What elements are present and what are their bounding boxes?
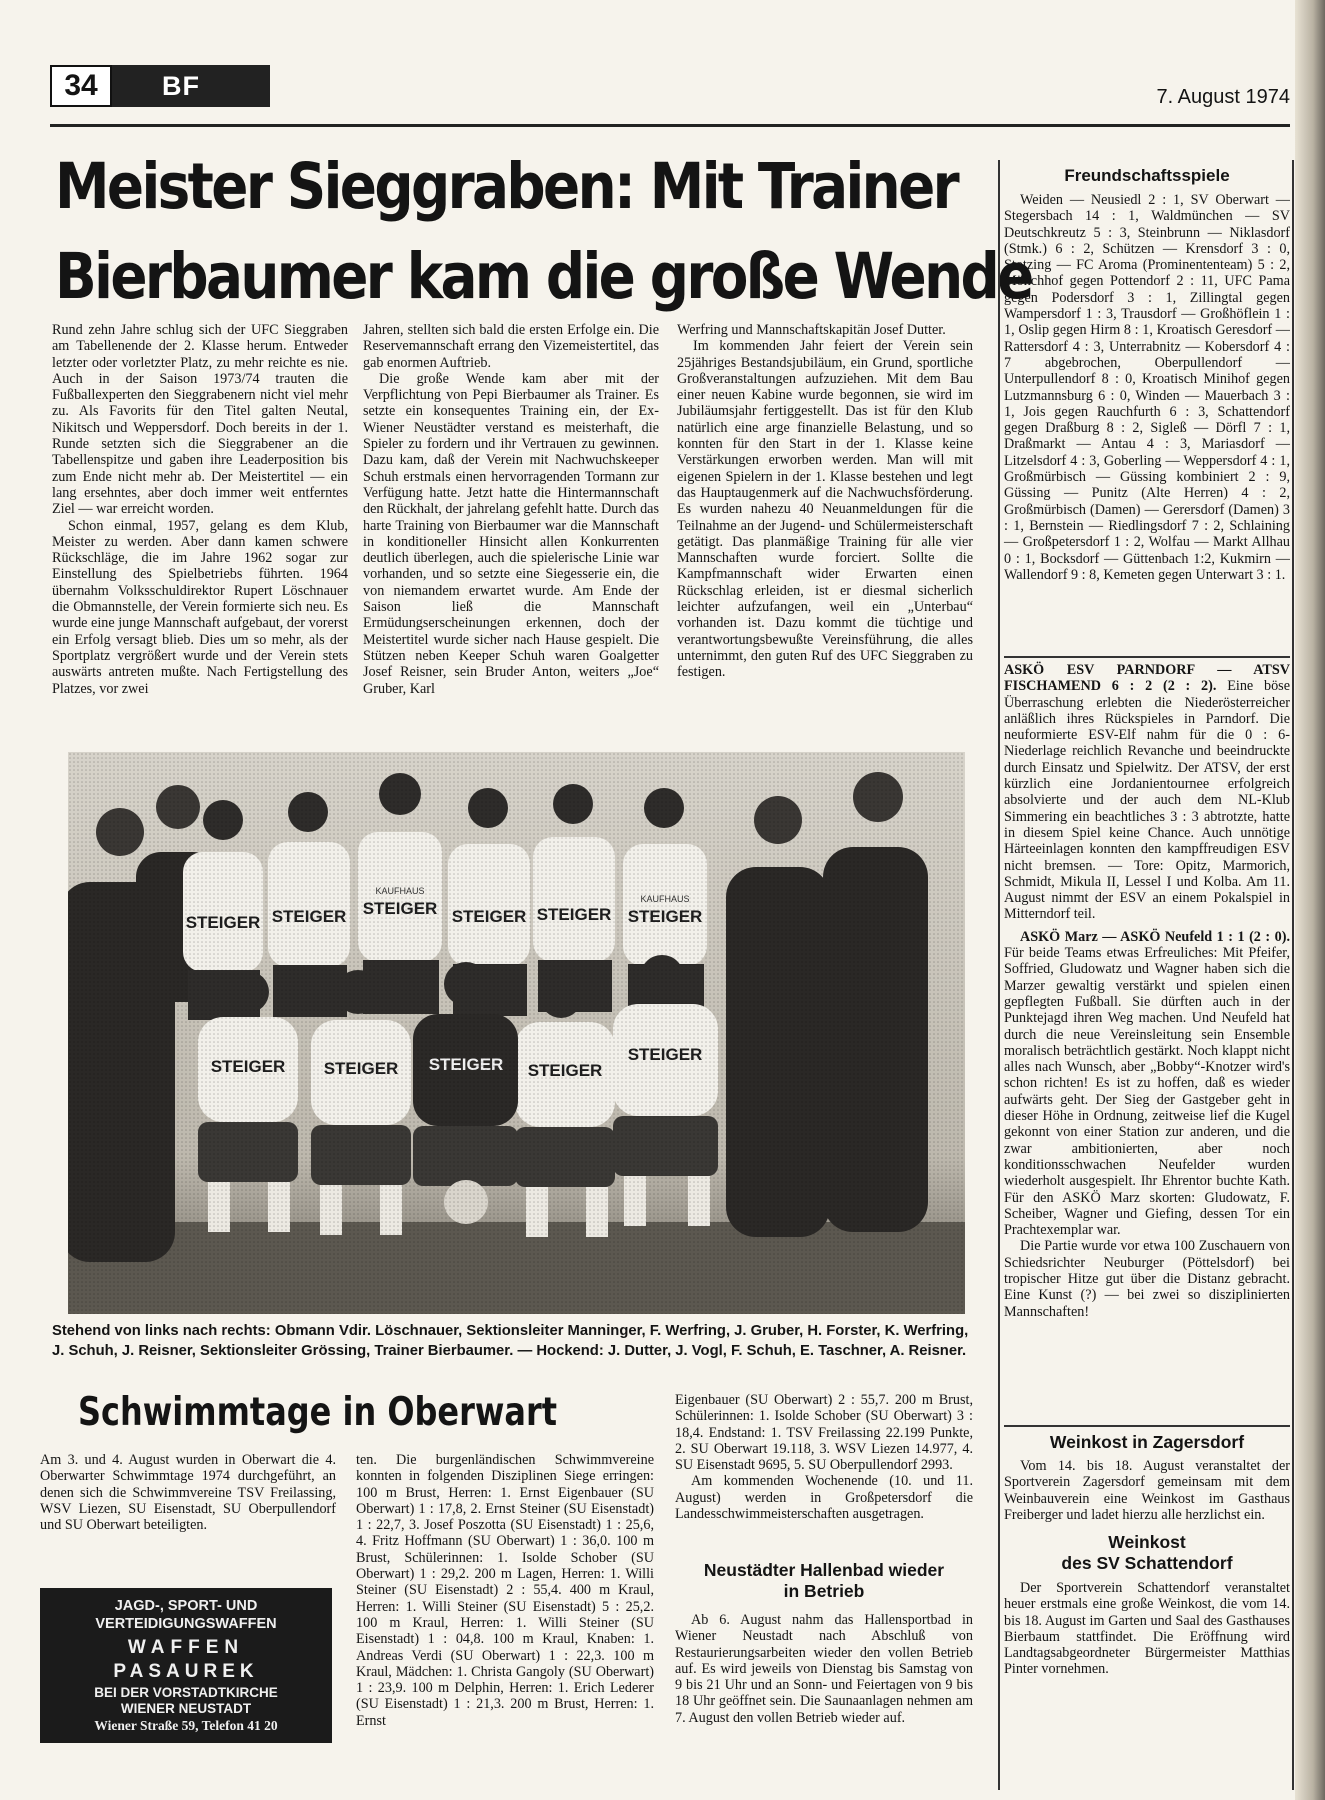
main-article-paragraph: Jahren, stellten sich bald die ersten Erfolge ein. Die Reservemannschaft errang den Vizemeistertitel, das gab enormen Auftrieb. <box>363 322 659 371</box>
main-headline-line1: Meister Sieggraben: Mit Trainer <box>55 150 958 223</box>
swim-paragraph: ten. Die burgenländischen Schwimmvereine konnten in folgenden Disziplinen Siege erringen: 100 m Brust, Herren: 1. Ernst Eigenbauer (SU Oberwart) 1 : 17,8, 2. Ernst Steiner (SU Eisenstadt) 1 : 22,7, 3. Josef Poszotta (SU Eisenstadt) 1 : 25,6, 4. Fritz Hoffmann (SU Oberwart) 1 : 36,0. 100 m Brust, Schülerinnen: 1. Isolde Schober (SU Oberwart) 1 : 29,2. 200 m Lagen, Herren: 1. Willi Steiner (SU Eisenstadt) 2 : 55,4. 400 m Kraul, Herren: 1. Willi Steiner (SU Eisenstadt) 5 : 25,2. 100 m Kraul, Herren: 1. Willi Steiner (SU Eisenstadt) 1 : 04,8. 100 m Kraul, Knaben: 1. Andreas Verdi (SU Oberwart) 1 : 22,3. 100 m Kraul, Mädchen: 1. Christa Gangoly (SU Oberwart) 1 : 23,9. 100 m Delphin, Herren: 1. Erich Lederer (SU Eisenstadt) 1 : 21,3. 200 m Brust, Herren: 1. Ernst <box>356 1452 654 1729</box>
swim-column-2 <box>356 1452 654 1729</box>
pool-column <box>675 1612 973 1726</box>
weinkost-zagersdorf-title: Weinkost in Zagersdorf <box>1049 1432 1245 1452</box>
sidebar-rule <box>1004 1425 1290 1427</box>
ad-line: PASAUREK <box>113 1660 259 1682</box>
swim-column-3 <box>675 1392 973 1522</box>
main-article-column-3 <box>677 322 973 681</box>
main-article-column-2 <box>363 322 659 697</box>
main-article-paragraph: Rund zehn Jahre schlug sich der UFC Sieggraben am Tabellenende der 2. Klasse herum. Entweder letzter oder vorletzter Platz, zu mehr reichte es nie. Auch in der Saison 1973/74 trauten die Fußballexperten den Sieggrabenern nicht viel mehr zu. Als Favorits für den Titel galten Neutal, Nikitsch und Weppersdorf. Doch bereits in der 1. Runde setzten sich die Sieggrabener an die Tabellenspitze und gaben ihre Leaderposition bis zum Ende nicht mehr ab. Der Meistertitel — ein lang ersehntes, aber doch immer weit entferntes Ziel — war erreicht worden. <box>52 322 348 518</box>
page-number: 34 <box>50 65 112 107</box>
swim-column-1 <box>40 1452 336 1533</box>
main-article-column-1 <box>52 322 348 697</box>
weinkost-schattendorf <box>1004 1580 1290 1678</box>
main-article-paragraph: Im kommenden Jahr feiert der Verein sein 25jähriges Bestandsjubiläum, ein Grund, sportliche Großveranstaltungen aufzuziehen. Mit dem Bau einer neuen Kabine wurde begonnen, sie wird im Jubiläumsjahr fertiggestellt. Das ist für den Klub natürlich eine arge finanzielle Belastung, und so konnten für den Start in der 1. Klasse keine Verstärkungen erworben werden. Man will mit eigenen Spielern in der 1. Klasse bestehen und legt das Hauptaugenmerk auf die Nachwuchsförderung. Es wurden nahezu 40 Neuanmeldungen für die Teilnahme an der Jugend- und Schülermeisterschaft getätigt. Das planmäßige Training für alle vier Mannschaften wurde forciert. Sollte die Kampfmannschaft wider Erwarten einen Rückschlag erleiden, ist er diesmal sicherlich leichter aufzufangen, weil ein „Unterbau“ vorhanden ist. Dazu kommt die tüchtige und verantwortungsbewußte Vereinsführung, die alles unternimmt, den guten Ruf des UFC Sieggraben zu festigen. <box>677 338 973 681</box>
swim-headline: Schwimmtage in Oberwart <box>78 1390 558 1435</box>
sidebar-paragraph: Für beide Teams etwas Erfreuliches: Mit Pfeifer, Soffried, Gludowatz und Wagner haben sich die Marzer gewaltig verstärkt und spielen einen gepflegten Fußball. Sie dürften auch in der Punktejagd ihren Weg machen. Und Neufeld hat durch die neue Vereinsleitung sein Ensemble moralisch beträchtlich gestärkt. Noch klappt nicht alles nach Wunsch, aber „Bobby“-Knotzer wird's schon richten! Es ist zu hoffen, daß es wieder aufwärts geht. Der Sieg der Gastgeber geht in dieser Höhe in Ordnung, zeitweise lief die Kugel gekonnt von einer Station zur anderen, und die zwar ambitionierten, aber noch konditionsschwachen Neufelder wurden wiederholt ausgespielt. Ihr Ehrentor buchte Kath. Für den ASKÖ Marz skorten: Gludowatz, F. Scheiber, Wagner und Giefing, dessen Tor ein Prachtexemplar war. <box>1004 945 1290 1239</box>
parndorf-headline: ASKÖ ESV PARNDORF — ATSV FISCHAMEND 6 : 2 (2 : 2). <box>1004 662 1290 695</box>
pool-headline-line2: in Betrieb <box>783 1581 865 1601</box>
section-label: BF <box>112 65 270 107</box>
page-edge-shadow <box>1295 0 1325 1800</box>
friendly-matches-title: Freundschaftsspiele <box>1064 166 1230 185</box>
sidebar-paragraph: Der Sportverein Schattendorf veranstaltet heuer erstmals eine große Weinkost, die vom 14. bis 18. August im Garten und Saal des Gasthauses Bierbaum stattfindet. Die Eröffnung wird Landtagsabgeordneter Bürgermeister Matthias Pinter vornehmen. <box>1004 1580 1290 1678</box>
parndorf-report <box>1004 662 1290 1320</box>
waffen-pasaurek-ad <box>40 1588 332 1743</box>
ad-line: WAFFEN <box>127 1637 245 1659</box>
pool-headline <box>675 1560 973 1602</box>
ad-line: Wiener Straße 59, Telefon 41 20 <box>94 1717 278 1733</box>
swim-paragraph: Am kommenden Wochenende (10. und 11. August) werden in Großpetersdorf die Landesschwimmeisterschaften ausgetragen. <box>675 1473 973 1523</box>
main-headline <box>55 142 1032 322</box>
team-photo <box>68 752 965 1314</box>
main-article-paragraph: Schon einmal, 1957, gelang es dem Klub, Meister zu werden. Aber dann kamen schwere Rückschläge, die im Jahre 1962 sogar zur Einstellung des Spielbetriebs führten. 1964 übernahm Volksschuldirektor Rupert Löschnauer die Obmannstelle, der Verein formierte sich neu. Es wurde eine junge Mannschaft aufgebaut, der vorerst ein Erfolg versagt blieb. Dies um so mehr, als der Sportplatz vergrößert wurde und der Verein stets auswärts antreten mußte. Nach Fertigstellung des Platzes, vor zwei <box>52 517 348 697</box>
photo-caption: Stehend von links nach rechts: Obmann Vdir. Löschnauer, Sektionsleiter Manninger, F. Werfring, J. Gruber, H. Forster, K. Werfring, J. Schuh, J. Reisner, Sektionsleiter Grössing, Trainer Bierbaumer. — Hockend: J. Dutter, J. Vogl, F. Schuh, E. Taschner, A. Reisner. <box>52 1323 969 1359</box>
ad-line: WIENER NEUSTADT <box>120 1701 252 1717</box>
sidebar-paragraph: Die Partie wurde vor etwa 100 Zuschauern von Schiedsrichter Neuburger (Pöttelsdorf) bei tropischer Hitze gut über die Distanz gebracht. Eine Kunst (?) — bei zwei so disziplinierten Mannschaften! <box>1004 1238 1290 1320</box>
marz-headline: ASKÖ Marz — ASKÖ Neufeld 1 : 1 (2 : 0). <box>1020 928 1290 945</box>
weinkost-schattendorf-title <box>1004 1532 1290 1574</box>
header-rule <box>50 124 1290 127</box>
swim-paragraph: Am 3. und 4. August wurden in Oberwart die 4. Oberwarter Schwimmtage 1974 durchgeführt, an denen sich die Schwimmvereine TSV Freilassing, WSV Liezen, SU Eisenstadt, SU Oberpullendorf und SU Oberwart beteiligten. <box>40 1452 336 1534</box>
ad-line: JAGD-, SPORT- UND <box>114 1598 258 1614</box>
weinkost-title-line: des SV Schattendorf <box>1061 1553 1233 1573</box>
main-article-paragraph: Werfring und Mannschaftskapitän Josef Dutter. <box>677 322 946 338</box>
pool-headline-line1: Neustädter Hallenbad wieder <box>703 1560 945 1580</box>
sidebar-paragraph: Vom 14. bis 18. August veranstaltet der Sportverein Zagersdorf gemeinsam mit dem Weinbauverein eine Weinkost im Gasthaus Freiberger und ladet hierzu alle herzlichst ein. <box>1004 1458 1290 1523</box>
main-headline-line2: Bierbaumer kam die große Wende <box>55 240 1032 313</box>
weinkost-title-line: Weinkost <box>1108 1532 1186 1552</box>
swim-paragraph: Eigenbauer (SU Oberwart) 2 : 55,7. 200 m Brust, Schülerinnen: 1. Isolde Schober (SU Oberwart) 3 : 18,4. Endstand: 1. TSV Freilassing 22.199 Punkte, 2. SU Oberwart 19.118, 3. WSV Liezen 14.977, 4. SU Eisenstadt 9695, 5. SU Oberpullendorf 2993. <box>675 1392 973 1474</box>
sidebar-rule <box>1004 656 1290 658</box>
issue-date: 7. August 1974 <box>1156 86 1290 108</box>
sidebar-paragraph: Weiden — Neusiedl 2 : 1, SV Oberwart — Stegersbach 14 : 1, Waldmünchen — SV Deutschkreutz 5 : 3, Steinbrunn — Niklasdorf (Stmk.) 6 : 2, Schützen — Krensdorf 3 : 0, Stotzing — FC Aroma (Prominententeam) 5 : 2, Mönchhof gegen Pottendorf 2 : 11, UFC Pama gegen Podersdorf 3 : 1, Zillingtal gegen Wampersdorf 1 : 3, Trausdorf — Großhöflein 1 : 1, Oslip gegen Hirm 8 : 1, Kroatisch Geresdorf — Rattersdorf 4 : 3, Unterrabnitz — Kobersdorf 4 : 7 abgebrochen, Oberpullendorf — Unterpullendorf 8 : 0, Kroatisch Minihof gegen Lutzmannsburg 6 : 0, Winden — Mauerbach 3 : 1, Jois gegen Rauchfurth 6 : 3, Schattendorf gegen Draßburg 8 : 2, Sigleß — Dörfl 7 : 1, Draßmarkt — Antau 4 : 3, Mariasdorf — Litzelsdorf 4 : 3, Goberling — Weppersdorf 4 : 1, Großmürbisch — Güssing kombiniert 2 : 9, Güssing — Punitz (Alte Herren) 4 : 2, Großmürbisch (Damen) — Gerersdorf (Damen) 3 : 1, Bernstein — Riedlingsdorf 7 : 2, Schlaining — Großpetersdorf 1 : 2, Wolfau — Markt Allhau 0 : 1, Bocksdorf — Güttenbach 1:2, Kukmirn — Wallendorf 9 : 8, Kemeten gegen Unterwart 3 : 1. <box>1004 192 1290 583</box>
weinkost-zagersdorf <box>1004 1458 1290 1523</box>
sidebar-paragraph: Eine böse Überraschung erlebten die Niederösterreicher anläßlich ihres Rückspieles in Parndorf. Die neuformierte ESV-Elf nahm für die 0 : 6-Niederlage reichlich Revanche und beeindruckte durch Einsatz und Spielwitz. Der ATSV, der erst kürzlich eine Jordanientournee erfolgreich absolvierte und der auch dem NL-Klub Simmering ein beachtliches 3 : 3 abtrotzte, hatte in diesem Spiel keine Chance. Auch unnötige Härteeinlagen konnten den kampffreudigen ESV nicht bremsen. — Tore: Opitz, Marmorich, Schmidt, Mikula II, Lessel I und Kolba. Am 11. August nimmt der ESV an einem Pokalspiel in Mitterndorf teil. <box>1004 678 1290 923</box>
team-photo-drawing <box>68 752 965 1314</box>
friendly-matches-results <box>1004 192 1290 583</box>
main-article-paragraph: Die große Wende kam aber mit der Verpflichtung von Pepi Bierbaumer als Trainer. Es setzte ein konsequentes Training ein, der Ex-Wiener Neustädter verstand es meisterhaft, die Spieler zu fordern und ihr Vertrauen zu gewinnen. Dazu kam, daß der Verein mit Nachwuchskeeper Schuh erstmals einen hervorragenden Tormann zur Verfügung hatte. Jetzt hatte die Hintermannschaft den Rückhalt, der jahrelang gefehlt hatte. Durch das harte Training von Bierbaumer war die Mannschaft in konditioneller Hinsicht allen Konkurrenten deutlich überlegen, auch die spielerische Linie war vorhanden, und so setzte eine Siegesserie ein, die von niemandem erwartet wurde. Am Ende der Saison ließ die Mannschaft Ermüdungserscheinungen erkennen, doch der Meistertitel wurde sicher nach Hause gespielt. Die Stützen neben Keeper Schuh waren Goalgetter Josef Reisner, sein Bruder Anton, weiters „Joe“ Gruber, Karl <box>363 370 659 697</box>
ad-line: BEI DER VORSTADTKIRCHE <box>94 1684 278 1700</box>
ad-line: VERTEIDIGUNGSWAFFEN <box>95 1615 277 1632</box>
pool-paragraph: Ab 6. August nahm das Hallensportbad in Wiener Neustadt nach Abschluß von Restaurierungsarbeiten wieder den vollen Betrieb auf. Es wird jeweils von Dienstag bis Samstag von 9 bis 21 Uhr und an Sonn- und Feiertagen von 9 bis 18 Uhr geöffnet sein. Die Saunaanlagen nehmen am 7. August den vollen Betrieb wieder auf. <box>675 1612 973 1726</box>
